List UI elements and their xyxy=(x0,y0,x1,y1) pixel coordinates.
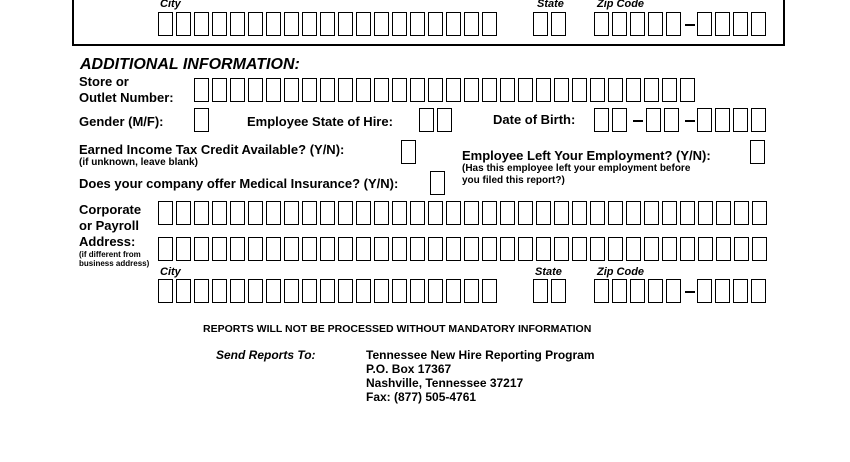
char-box[interactable] xyxy=(356,12,371,36)
char-box[interactable] xyxy=(715,279,730,303)
zip4-field-top[interactable] xyxy=(697,12,766,36)
char-box[interactable] xyxy=(644,237,659,261)
char-box[interactable] xyxy=(266,78,281,102)
char-box[interactable] xyxy=(551,279,566,303)
char-box[interactable] xyxy=(446,279,461,303)
store-label-line2: Outlet Number: xyxy=(79,90,174,105)
char-box[interactable] xyxy=(612,108,627,132)
char-box[interactable] xyxy=(697,108,712,132)
insurance-label: Does your company offer Medical Insurance? (Y/N): xyxy=(79,176,399,191)
char-box[interactable] xyxy=(482,237,497,261)
char-box[interactable] xyxy=(392,279,407,303)
char-box[interactable] xyxy=(194,237,209,261)
zip-dash-top xyxy=(685,24,695,26)
char-box[interactable] xyxy=(648,12,663,36)
char-box[interactable] xyxy=(338,201,353,225)
char-box[interactable] xyxy=(266,279,281,303)
char-box[interactable] xyxy=(698,201,713,225)
address-line-3: Nashville, Tennessee 37217 xyxy=(366,376,524,390)
corporate-label-line1: Corporate xyxy=(79,202,142,217)
zip5-field-corporate[interactable] xyxy=(594,279,681,303)
char-box[interactable] xyxy=(428,237,443,261)
char-box[interactable] xyxy=(734,237,749,261)
char-box[interactable] xyxy=(446,12,461,36)
char-box[interactable] xyxy=(666,12,681,36)
left-employment-note-line1: (Has this employee left your employment before xyxy=(462,163,691,174)
char-box[interactable] xyxy=(248,12,263,36)
char-box[interactable] xyxy=(437,108,452,132)
char-box[interactable] xyxy=(212,201,227,225)
left-employment-note-line2: you filed this report?) xyxy=(462,175,565,186)
char-box[interactable] xyxy=(320,279,335,303)
char-box[interactable] xyxy=(733,12,748,36)
char-box[interactable] xyxy=(750,140,765,164)
char-box[interactable] xyxy=(612,12,627,36)
char-box[interactable] xyxy=(500,201,515,225)
char-box[interactable] xyxy=(392,78,407,102)
char-box[interactable] xyxy=(608,201,623,225)
char-box[interactable] xyxy=(320,237,335,261)
city-label-corporate: City xyxy=(160,266,181,278)
char-box[interactable] xyxy=(338,78,353,102)
char-box[interactable] xyxy=(194,78,209,102)
char-box[interactable] xyxy=(248,78,263,102)
char-box[interactable] xyxy=(266,237,281,261)
char-box[interactable] xyxy=(646,108,661,132)
char-box[interactable] xyxy=(176,279,191,303)
mandatory-notice: REPORTS WILL NOT BE PROCESSED WITHOUT MANDATORY INFORMATION xyxy=(203,323,592,335)
fax-line: Fax: (877) 505-4761 xyxy=(366,390,477,404)
char-box[interactable] xyxy=(533,12,548,36)
char-box[interactable] xyxy=(338,237,353,261)
char-box[interactable] xyxy=(302,12,317,36)
char-box[interactable] xyxy=(630,279,645,303)
char-box[interactable] xyxy=(158,201,173,225)
char-box[interactable] xyxy=(716,201,731,225)
insurance-field[interactable] xyxy=(430,171,445,195)
char-box[interactable] xyxy=(482,78,497,102)
char-box[interactable] xyxy=(518,237,533,261)
eitc-label: Earned Income Tax Credit Available? (Y/N): xyxy=(79,142,345,157)
dob-dash-2 xyxy=(685,120,695,122)
char-box[interactable] xyxy=(608,78,623,102)
char-box[interactable] xyxy=(464,279,479,303)
corporate-note-line1: (if different from xyxy=(79,250,141,259)
char-box[interactable] xyxy=(733,108,748,132)
char-box[interactable] xyxy=(338,12,353,36)
char-box[interactable] xyxy=(284,201,299,225)
char-box[interactable] xyxy=(698,237,713,261)
char-box[interactable] xyxy=(410,279,425,303)
char-box[interactable] xyxy=(697,12,712,36)
char-box[interactable] xyxy=(320,201,335,225)
char-box[interactable] xyxy=(212,279,227,303)
corporate-label-line3: Address: xyxy=(79,234,136,249)
store-number-field[interactable] xyxy=(194,78,695,102)
city-field-corporate[interactable] xyxy=(158,279,497,303)
corporate-address-line1-field[interactable] xyxy=(158,201,767,225)
char-box[interactable] xyxy=(284,237,299,261)
char-box[interactable] xyxy=(410,201,425,225)
char-box[interactable] xyxy=(176,201,191,225)
char-box[interactable] xyxy=(356,78,371,102)
char-box[interactable] xyxy=(464,201,479,225)
corporate-label-line2: or Payroll xyxy=(79,218,139,233)
zip-label-top: Zip Code xyxy=(597,0,645,10)
char-box[interactable] xyxy=(302,78,317,102)
state-label-top: State xyxy=(537,0,564,10)
char-box[interactable] xyxy=(482,279,497,303)
corporate-address-line2-field[interactable] xyxy=(158,237,767,261)
char-box[interactable] xyxy=(554,237,569,261)
store-label xyxy=(79,74,174,106)
char-box[interactable] xyxy=(320,12,335,36)
char-box[interactable] xyxy=(356,201,371,225)
left-employment-note xyxy=(462,163,690,187)
char-box[interactable] xyxy=(430,171,445,195)
char-box[interactable] xyxy=(212,12,227,36)
char-box[interactable] xyxy=(248,237,263,261)
state-field-top[interactable] xyxy=(533,12,566,36)
char-box[interactable] xyxy=(536,237,551,261)
zip4-field-corporate[interactable] xyxy=(697,279,766,303)
gender-label: Gender (M/F): xyxy=(79,114,164,129)
address-line-1: Tennessee New Hire Reporting Program xyxy=(366,348,595,362)
char-box[interactable] xyxy=(374,78,389,102)
char-box[interactable] xyxy=(751,12,766,36)
char-box[interactable] xyxy=(284,78,299,102)
char-box[interactable] xyxy=(356,279,371,303)
char-box[interactable] xyxy=(536,78,551,102)
char-box[interactable] xyxy=(194,201,209,225)
char-box[interactable] xyxy=(630,12,645,36)
char-box[interactable] xyxy=(230,237,245,261)
char-box[interactable] xyxy=(302,237,317,261)
char-box[interactable] xyxy=(715,12,730,36)
char-box[interactable] xyxy=(536,201,551,225)
char-box[interactable] xyxy=(751,279,766,303)
char-box[interactable] xyxy=(697,279,712,303)
char-box[interactable] xyxy=(500,78,515,102)
char-box[interactable] xyxy=(554,201,569,225)
char-box[interactable] xyxy=(248,279,263,303)
address-line-2: P.O. Box 17367 xyxy=(366,362,452,376)
char-box[interactable] xyxy=(626,78,641,102)
char-box[interactable] xyxy=(666,279,681,303)
dob-dash-1 xyxy=(633,120,643,122)
dob-label: Date of Birth: xyxy=(493,112,576,127)
char-box[interactable] xyxy=(158,237,173,261)
char-box[interactable] xyxy=(594,12,609,36)
char-box[interactable] xyxy=(608,237,623,261)
char-box[interactable] xyxy=(482,12,497,36)
char-box[interactable] xyxy=(464,78,479,102)
mailing-address-block xyxy=(366,348,595,404)
char-box[interactable] xyxy=(428,201,443,225)
char-box[interactable] xyxy=(626,201,641,225)
char-box[interactable] xyxy=(482,201,497,225)
dob-day-field[interactable] xyxy=(646,108,679,132)
char-box[interactable] xyxy=(644,78,659,102)
char-box[interactable] xyxy=(680,201,695,225)
zip-label-corporate: Zip Code xyxy=(597,266,645,278)
char-box[interactable] xyxy=(554,78,569,102)
char-box[interactable] xyxy=(644,201,659,225)
char-box[interactable] xyxy=(518,201,533,225)
char-box[interactable] xyxy=(752,237,767,261)
char-box[interactable] xyxy=(302,201,317,225)
char-box[interactable] xyxy=(230,12,245,36)
char-box[interactable] xyxy=(374,237,389,261)
char-box[interactable] xyxy=(680,78,695,102)
employee-state-field[interactable] xyxy=(419,108,452,132)
char-box[interactable] xyxy=(662,78,677,102)
char-box[interactable] xyxy=(446,201,461,225)
char-box[interactable] xyxy=(594,279,609,303)
char-box[interactable] xyxy=(302,279,317,303)
gender-field[interactable] xyxy=(194,108,209,132)
char-box[interactable] xyxy=(374,12,389,36)
char-box[interactable] xyxy=(194,279,209,303)
char-box[interactable] xyxy=(419,108,434,132)
char-box[interactable] xyxy=(572,201,587,225)
dob-month-field[interactable] xyxy=(594,108,627,132)
char-box[interactable] xyxy=(230,78,245,102)
char-box[interactable] xyxy=(230,279,245,303)
char-box[interactable] xyxy=(662,237,677,261)
char-box[interactable] xyxy=(230,201,245,225)
char-box[interactable] xyxy=(662,201,677,225)
char-box[interactable] xyxy=(464,237,479,261)
char-box[interactable] xyxy=(176,237,191,261)
char-box[interactable] xyxy=(594,108,609,132)
left-employment-field[interactable] xyxy=(750,140,765,164)
char-box[interactable] xyxy=(572,78,587,102)
left-employment-label: Employee Left Your Employment? (Y/N): xyxy=(462,148,711,163)
city-field-top[interactable] xyxy=(158,12,497,36)
char-box[interactable] xyxy=(392,12,407,36)
store-label-line1: Store or xyxy=(79,74,129,89)
zip5-field-top[interactable] xyxy=(594,12,681,36)
char-box[interactable] xyxy=(428,279,443,303)
char-box[interactable] xyxy=(401,140,416,164)
eitc-note: (if unknown, leave blank) xyxy=(79,157,198,168)
char-box[interactable] xyxy=(320,78,335,102)
char-box[interactable] xyxy=(612,279,627,303)
char-box[interactable] xyxy=(446,237,461,261)
char-box[interactable] xyxy=(410,237,425,261)
char-box[interactable] xyxy=(518,78,533,102)
char-box[interactable] xyxy=(194,108,209,132)
state-field-corporate[interactable] xyxy=(533,279,566,303)
char-box[interactable] xyxy=(464,12,479,36)
char-box[interactable] xyxy=(733,279,748,303)
char-box[interactable] xyxy=(248,201,263,225)
char-box[interactable] xyxy=(446,78,461,102)
char-box[interactable] xyxy=(176,12,191,36)
char-box[interactable] xyxy=(428,12,443,36)
char-box[interactable] xyxy=(392,237,407,261)
dob-year-field[interactable] xyxy=(697,108,766,132)
char-box[interactable] xyxy=(194,12,209,36)
employee-state-label: Employee State of Hire: xyxy=(247,114,393,129)
char-box[interactable] xyxy=(356,237,371,261)
state-label-corporate: State xyxy=(535,266,562,278)
char-box[interactable] xyxy=(500,237,515,261)
send-reports-label: Send Reports To: xyxy=(216,348,316,362)
char-box[interactable] xyxy=(572,237,587,261)
char-box[interactable] xyxy=(392,201,407,225)
char-box[interactable] xyxy=(715,108,730,132)
char-box[interactable] xyxy=(158,279,173,303)
char-box[interactable] xyxy=(284,279,299,303)
char-box[interactable] xyxy=(266,201,281,225)
char-box[interactable] xyxy=(338,279,353,303)
char-box[interactable] xyxy=(626,237,641,261)
char-box[interactable] xyxy=(158,12,173,36)
char-box[interactable] xyxy=(284,12,299,36)
char-box[interactable] xyxy=(374,201,389,225)
char-box[interactable] xyxy=(551,12,566,36)
char-box[interactable] xyxy=(410,78,425,102)
zip-dash-corporate xyxy=(685,291,695,293)
char-box[interactable] xyxy=(680,237,695,261)
char-box[interactable] xyxy=(716,237,731,261)
char-box[interactable] xyxy=(648,279,663,303)
corporate-note-line2: business address) xyxy=(79,259,150,268)
char-box[interactable] xyxy=(590,237,605,261)
char-box[interactable] xyxy=(590,78,605,102)
char-box[interactable] xyxy=(590,201,605,225)
char-box[interactable] xyxy=(410,12,425,36)
additional-info-heading: ADDITIONAL INFORMATION: xyxy=(80,56,300,73)
corporate-note xyxy=(79,250,149,268)
eitc-field[interactable] xyxy=(401,140,416,164)
city-label-top: City xyxy=(160,0,181,10)
char-box[interactable] xyxy=(752,201,767,225)
char-box[interactable] xyxy=(266,12,281,36)
char-box[interactable] xyxy=(664,108,679,132)
char-box[interactable] xyxy=(374,279,389,303)
char-box[interactable] xyxy=(533,279,548,303)
char-box[interactable] xyxy=(428,78,443,102)
char-box[interactable] xyxy=(734,201,749,225)
char-box[interactable] xyxy=(212,237,227,261)
corporate-address-label xyxy=(79,202,141,250)
char-box[interactable] xyxy=(751,108,766,132)
char-box[interactable] xyxy=(212,78,227,102)
